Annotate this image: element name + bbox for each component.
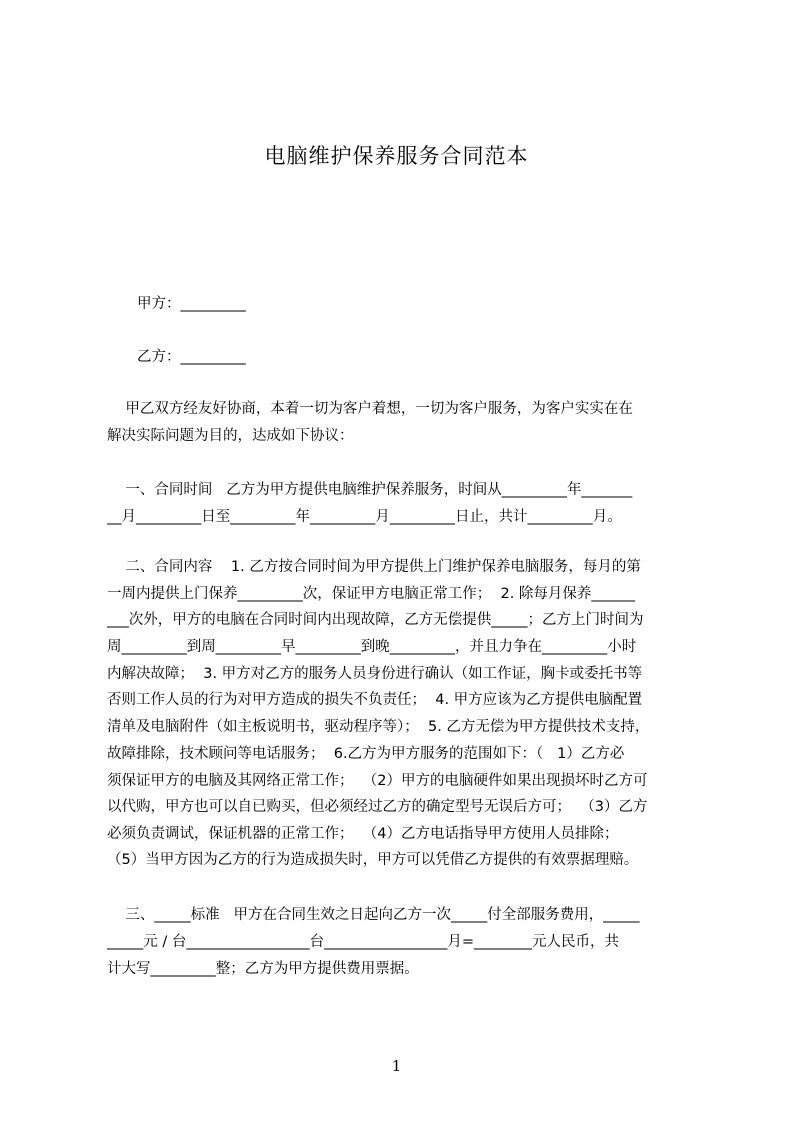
section3-line: _____元 / 台_________________台_________________月=________元人民币，共 bbox=[107, 934, 620, 950]
section1-line: 一、合同时间 乙方为甲方提供电脑维护保养服务，时间从_________年_______ bbox=[107, 482, 633, 498]
page-number: 1 bbox=[391, 1057, 402, 1075]
party-a-line: 甲方：_________ bbox=[137, 296, 246, 312]
section2-line: 故障排除，技术顾问等电话服务； 6.乙方为甲方服务的范围如下：（ 1）乙方必 bbox=[107, 746, 625, 762]
section2-line: 二、合同内容 1. 乙方按合同时间为甲方提供上门维护保养电脑服务，每月的第 bbox=[107, 559, 641, 575]
section2-line: 内解决故障； 3. 甲方对乙方的服务人员身份进行确认（如工作证，胸卡或委托书等 bbox=[107, 666, 643, 682]
section2-line: 以代购，甲方也可以自已购买，但必须经过乙方的确定型号无误后方可； （3）乙方 bbox=[107, 799, 648, 815]
section3-line: 计大写_________整；乙方为甲方提供费用票据。 bbox=[107, 961, 419, 977]
party-b-line: 乙方：_________ bbox=[137, 349, 246, 365]
intro-line: 解决实际问题为目的，达成如下协议： bbox=[107, 428, 354, 444]
section2-line: 必须负责调试，保证机器的正常工作； （4）乙方电话指导甲方使用人员排除； bbox=[107, 826, 619, 842]
page-title: 电脑维护保养服务合同范本 bbox=[264, 144, 529, 168]
section1-line: __月_________日至_________年_________月_________日止，共计_________月。 bbox=[107, 509, 622, 525]
section2-line: 周_________到周_________早_________到晚_________，并且力争在_________小时 bbox=[107, 639, 637, 655]
section2-line: 须保证甲方的电脑及其网络正常工作； （2）甲方的电脑硬件如果出现损坏时乙方可 bbox=[107, 773, 648, 789]
section2-line: （5）当甲方因为乙方的行为造成损失时，甲方可以凭借乙方提供的有效票据理赔。 bbox=[107, 852, 639, 868]
section2-line: ___次外，甲方的电脑在合同时间内出现故障，乙方无偿提供_____；乙方上门时间为 bbox=[107, 612, 644, 628]
section2-line: 清单及电脑附件（如主板说明书，驱动程序等）； 5. 乙方无偿为甲方提供技术支持， bbox=[107, 719, 650, 735]
section3-line: 三、_____标准 甲方在合同生效之日起向乙方一次_____付全部服务费用，_____ bbox=[107, 907, 640, 923]
section2-line: 否则工作人员的行为对甲方造成的损失不负责任； 4. 甲方应该为乙方提供电脑配置 bbox=[107, 692, 643, 708]
intro-line: 甲乙双方经友好协商，本着一切为客户着想，一切为客户服务，为客户实实在在 bbox=[107, 401, 633, 417]
section2-line: 一周内提供上门保养_________次，保证甲方电脑正常工作； 2. 除每月保养______ bbox=[107, 586, 635, 602]
